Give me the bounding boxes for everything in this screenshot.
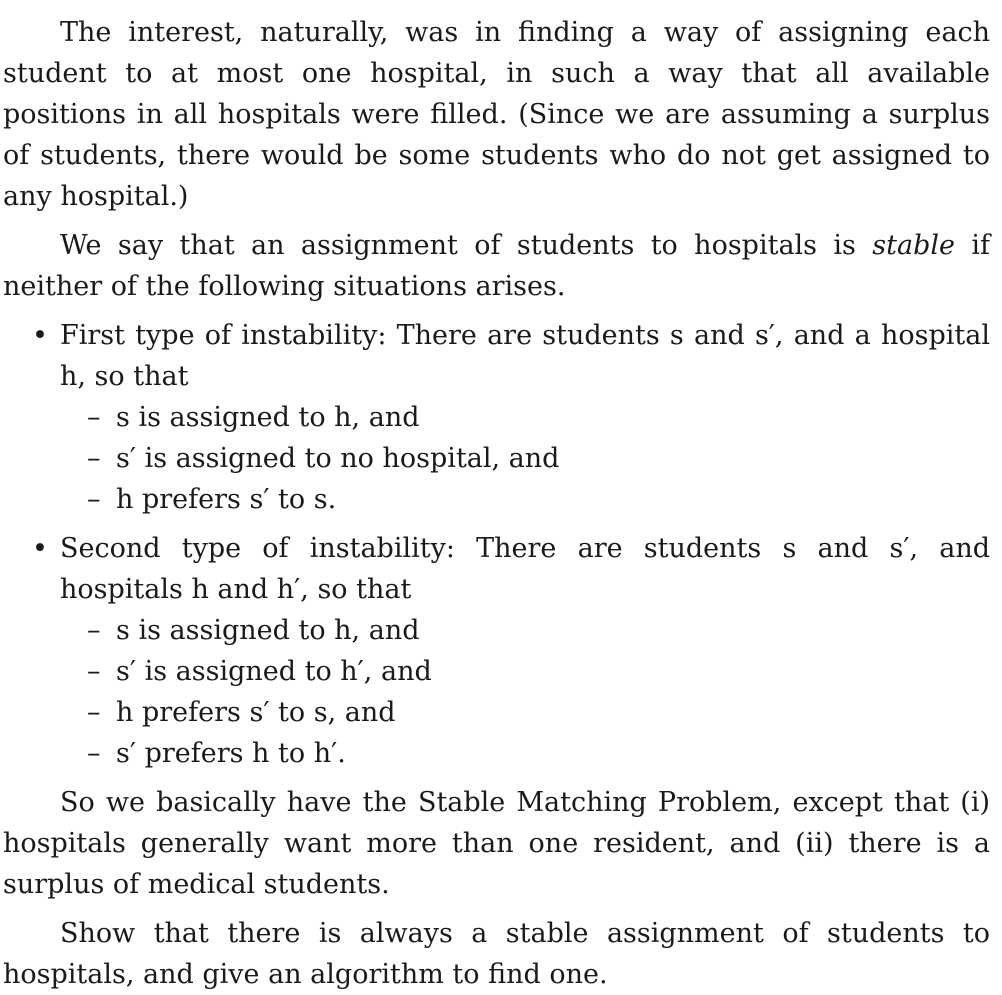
paragraph-interest: The interest, naturally, was in finding a way of assigning each student to at most one hospital, in such a way that all available positions in all hospitals were filled. (Since we are assuming a surplus of students, there would be some students who do not get assigned to any hospital.) — [3, 17, 990, 212]
bullet-second-intro: Second type of instability: There are students s and s′, and hospitals h and h′, so that — [60, 533, 990, 605]
dash-marker: – — [87, 738, 101, 769]
dash-marker: – — [87, 656, 101, 687]
sub-item-text: s is assigned to h, and — [116, 402, 420, 433]
sub-item — [3, 438, 990, 479]
sub-item — [3, 733, 990, 774]
bullet-first-instability — [3, 315, 990, 520]
dash-marker: – — [87, 484, 101, 515]
bullet-marker: • — [32, 533, 48, 564]
dash-marker: – — [87, 402, 101, 433]
bullet-first-intro: First type of instability: There are students s and s′, and a hospital h, so that — [60, 320, 990, 392]
sub-item — [3, 692, 990, 733]
sub-item — [3, 651, 990, 692]
sub-item — [3, 610, 990, 651]
bullet-second-instability — [3, 528, 990, 774]
paragraph-exercise: Show that there is always a stable assignment of students to hospitals, and give an algorithm to find one. — [3, 918, 990, 990]
bullet-marker: • — [32, 320, 48, 351]
sub-item-text: s′ is assigned to no hospital, and — [116, 443, 560, 474]
stable-def-after: if neither of the following situations arises. — [3, 230, 990, 302]
stable-def-before: We say that an assignment of students to hospitals is — [60, 230, 873, 261]
sub-item-text: s′ prefers h to h′. — [116, 738, 346, 769]
dash-marker: – — [87, 443, 101, 474]
sub-item-text: h prefers s′ to s. — [116, 484, 337, 515]
dash-marker: – — [87, 615, 101, 646]
sub-item-text: h prefers s′ to s, and — [116, 697, 396, 728]
sub-item-text: s is assigned to h, and — [116, 615, 420, 646]
paragraph-summary: So we basically have the Stable Matching Problem, except that (i) hospitals generally want more than one resident, and (ii) there is a surplus of medical students. — [3, 787, 990, 900]
paragraph-stable-definition — [3, 225, 990, 307]
sub-item-text: s′ is assigned to h′, and — [116, 656, 432, 687]
sub-item — [3, 397, 990, 438]
sub-item — [3, 479, 990, 520]
stable-term: stable — [872, 230, 955, 261]
dash-marker: – — [87, 697, 101, 728]
